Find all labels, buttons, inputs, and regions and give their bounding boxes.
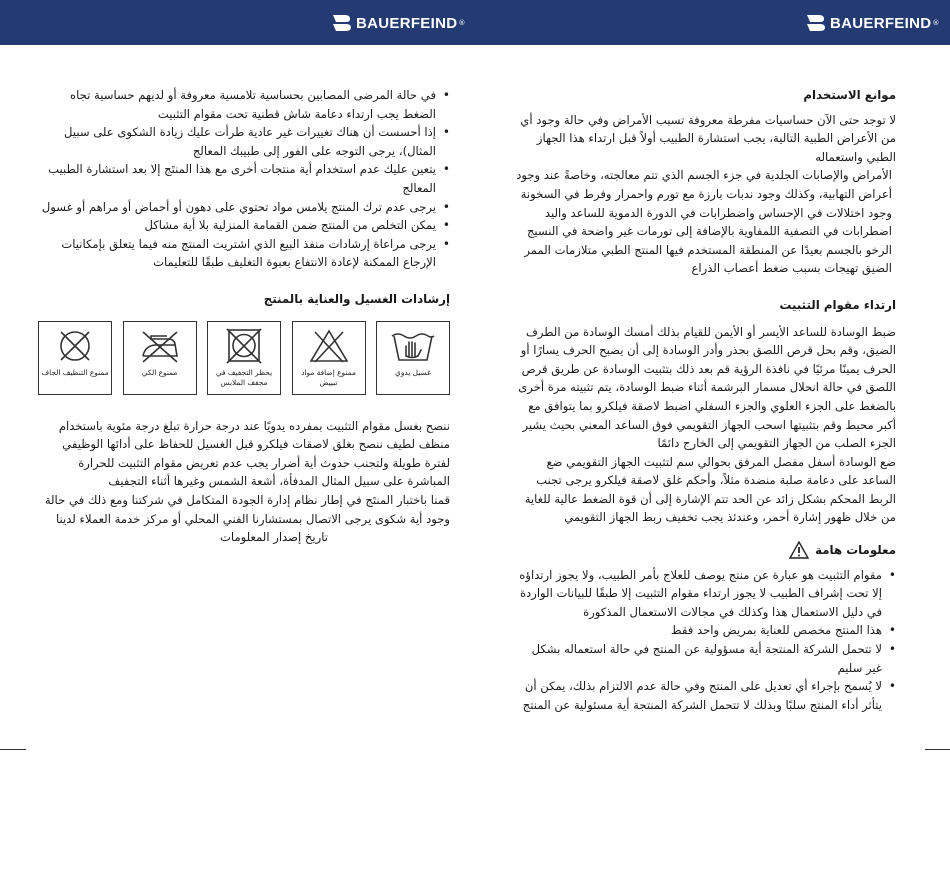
brand-name: BAUERFEIND [356, 14, 458, 32]
right-page [514, 86, 896, 714]
list-item: • يمكن التخلص من المنتج ضمن القمامة المنزلية بلا أية مشاكل [38, 216, 450, 235]
brand-name: BAUERFEIND [830, 14, 932, 32]
washing-paragraph: ننصح بغسل مقوام التثبيت بمفرده يدويًا عند درجة حرارة تبلغ درجة مئوية باستخدام منظف لطيف ننصح بغلق لاصقات فيلكرو قبل الغسيل للحفاظ على أدائها الوظيفي لفترة طويلة ولتجنب حدوث أية أضرار يجب عدم تعريض مقوام التثبيت للحرارة المباشرة على سبيل المثال المدفأة، أشعة الشمس وغيرها أثناء التجفيف [58, 418, 450, 489]
no-bleach-icon [306, 328, 352, 364]
important-info-header [514, 541, 896, 560]
care-label: يحظر التجفيف في مجفف الملابس [215, 367, 273, 387]
bauerfeind-mark-icon [804, 11, 828, 35]
care-symbol-no-iron [123, 321, 197, 395]
brand-reg: ® [458, 19, 466, 27]
care-heading: إرشادات الغسيل والعناية بالمنتج [263, 291, 450, 306]
fitting-paragraph: ضبط الوسادة للساعد الأيسر أو الأيمن للقيام بذلك أمسك الوسادة من الطرف الضيق، وقم بحل قرص اللصق بحذر وأدر الوسادة إلى أن يصبح الحرف يسارًا أو الحرف يمينًا مرئيًا في نافذة الرؤية قم بعد ذلك بتثبيت الوسادة عن طريق قرص اللصق في حالة انحلال مسمار البرشمة أثناء ضبط الوسادة، يتم تثبيته مرة أخرى بالضغط على الجزء العلوي والجزء السفلي اضبط لاصقة فيلكرو بما يتوافق مع أكبر محيط وقم بتثبيتها اسحب الجهاز التقويمي فوق الساعد المعني بحيث يشير الجزء الصلب من الجهاز التقويمي إلى الخارج دائمًا [518, 324, 896, 451]
contraindications-heading: موانع الاستخدام [803, 88, 896, 102]
list-item: • يرجى مراعاة إرشادات منفذ البيع الذي اشتريت المنتج منه فيما يتعلق بإمكانيات الإرجاع الممكنة لإعادة الانتفاع بعبوة التغليف طبقًا للتعليمات [38, 235, 450, 272]
contraindications-item: وجود اختلالات في الإحساس واضطرابات في الدورة الدموية للساعد واليد اضطرابات في التصفية اللمفاوية بالإضافة إلى تورمات غير واضحة في النسيج الرخو بالجسم بعيدًا عن المنطقة المستخدم فيها المنتج الطبي متلازمات الممر الضيق تهيجات بسبب ضغط أعصاب الذراع [524, 205, 892, 276]
brand-logo-left [330, 11, 465, 35]
left-page [38, 86, 450, 547]
page-edge-rule [925, 749, 950, 750]
fitting-heading: ارتداء مقوام التثبيت [779, 297, 896, 312]
care-symbol-hand-wash [376, 321, 450, 395]
header-bar [0, 0, 950, 45]
quality-paragraph: قمنا باختبار المنتَج في إطار نظام إدارة الجودة المتكامل في شركتنا ومع ذلك في حالة وجود أية شكوى يرجى الاتصال بمستشارنا الفني المحلي أو مركز خدمة العملاء لدينا [44, 492, 450, 526]
list-item: • لا يُسمح بإجراء أي تعديل على المنتج وفي حالة عدم الالتزام بذلك، يمكن أن يتأثر أداء المنتج سلبًا وبذلك لا تتحمل الشركة المنتجة أية مسئولية عن المنتج [514, 677, 896, 714]
no-dry-clean-icon [52, 328, 98, 364]
contraindications-item: الأمراض والإصابات الجلدية في جزء الجسم الذي تتم معالجته، وخاصةً عند وجود أعراض التهابية، وكذلك وجود ندبات بارزة مع تورم واحمرار وفرط في السخونة [516, 168, 892, 201]
hand-wash-icon [390, 328, 436, 364]
brand-reg: ® [932, 19, 940, 27]
care-label: غسيل يدوي [395, 367, 431, 377]
care-symbol-no-dry-clean [38, 321, 112, 395]
list-item: • مقوام التثبيت هو عبارة عن منتج يوصف للعلاج بأمر الطبيب، ولا يجوز ارتداؤه إلا تحت إشراف الطبيب لا يجوز ارتداء مقوام التثبيت إلا طبقًا للبيانات الواردة في دليل الاستعمال هذا وكذلك في مجالات الاستعمال المذكورة [514, 566, 896, 622]
no-tumble-dry-icon [221, 328, 267, 364]
care-label: ممنوع الكي [141, 367, 178, 377]
list-item: • لا تتحمل الشركة المنتجة أية مسؤولية عن المنتج في حالة استعماله بشكل غير سليم [514, 640, 896, 677]
list-item: • هذا المنتج مخصص للعناية بمريض واحد فقط [514, 621, 896, 640]
fitting-paragraph: ضع الوسادة أسفل مفصل المرفق بحوالي سم لتثبيت الجهاز التقويمي ضع الساعد على دعامة صلبة منضدة مثلاً، وأحكم غلق لاصقة فيلكرو يرجى تجنب الربط المحكم بشكل زائد عن الحد تتم الإشارة إلى أن قوة الضغط عالية للغاية من خلال ظهور إشارة أحمر، وعندئذ يجب تخفيف ربط الجهاز التقويمي [524, 454, 896, 525]
precautions-list [38, 86, 450, 272]
list-item: • في حالة المرضى المصابين بحساسية تلامسية معروفة أو لديهم حساسية تجاه الضغط يجب ارتداء دعامة شاش قطنية تحت مقوام التثبيت [38, 86, 450, 123]
issue-date-label: تاريخ إصدار المعلومات [220, 530, 328, 545]
list-item: • إذا أحسست أن هناك تغييرات غير عادية طرأت عليك زيادة الشكوى على سبيل المثال)، يرجى التوجه على الفور إلى طبيبك المعالج [38, 123, 450, 160]
page-edge-rule [0, 749, 26, 750]
important-info-list [514, 566, 896, 715]
warning-triangle-icon [789, 541, 809, 559]
care-symbol-no-bleach [292, 321, 366, 395]
list-item: • يتعين عليك عدم استخدام أية منتجات أخرى مع هذا المنتَج إلا بعد استشارة الطبيب المعالج [38, 160, 450, 197]
care-symbols-row [38, 321, 450, 395]
contraindications-intro: لا توجد حتى الآن حساسيات مفرطة معروفة تسبب الأمراض وفي حالة وجود أي من الأعراض الطبية التالية، يجب استشارة الطبيب أولاً قبل ارتداء هذا الجهاز الطبي واستعماله [520, 112, 896, 164]
important-info-heading: معلومات هامة [815, 543, 896, 558]
list-item: • يرجى عدم ترك المنتج يلامس مواد تحتوي على دهون أو أحماض أو مراهم أو غسول [38, 198, 450, 217]
no-iron-icon [137, 328, 183, 364]
care-symbol-no-tumble-dry [207, 321, 281, 395]
care-label: ممنوع إضافة مواد تبييض [301, 367, 356, 387]
bauerfeind-mark-icon [330, 11, 354, 35]
brand-logo-right [804, 11, 939, 35]
care-label: ممنوع التنظيف الجاف [41, 367, 109, 377]
